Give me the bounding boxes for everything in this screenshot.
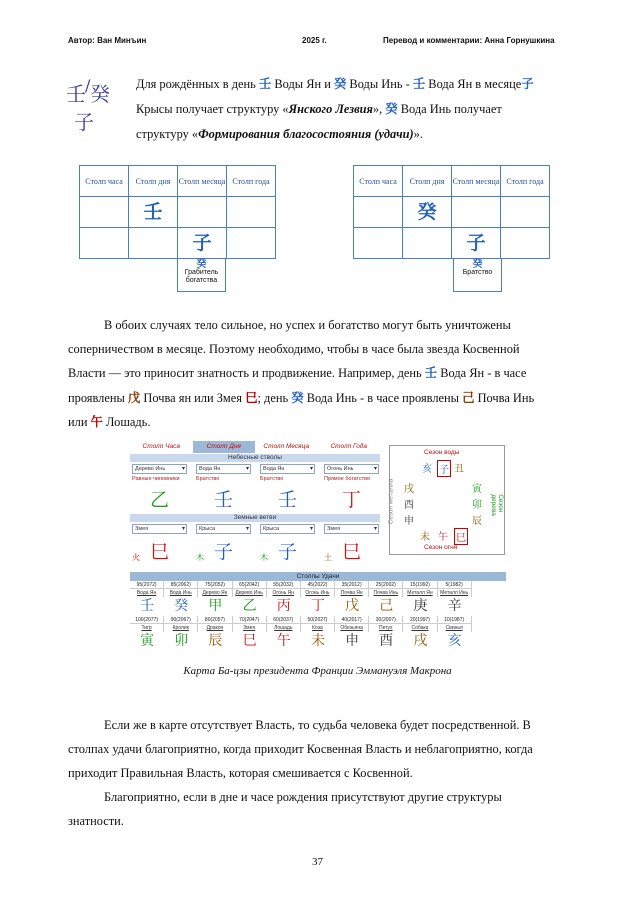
luck-branch-glyph: 申	[345, 633, 360, 649]
header-year: 2025 г.	[302, 36, 327, 45]
structure-name: Янского Лезвия	[288, 102, 373, 116]
glyph: 午	[90, 414, 103, 429]
luck-age: 70(2047)	[233, 616, 267, 624]
earthly-branches-title: Земные ветви	[130, 514, 380, 522]
branch-element-month: 木	[260, 553, 268, 562]
season-glyph: 未	[420, 532, 430, 543]
header-author: Автор: Ван Минъин	[68, 36, 147, 45]
luck-stems	[130, 597, 506, 616]
body2-line-3: приходит Правильная Власть, которая смешивается с Косвенной.	[68, 766, 413, 780]
text: Крысы получает структуру «	[136, 102, 289, 116]
tab-month-pillar[interactable]: Столп Месяца	[263, 443, 310, 450]
table-cell	[178, 197, 227, 228]
branch-select-year[interactable]: Змея ▾	[324, 524, 379, 534]
branch-element-year: 土	[324, 553, 332, 562]
luck-stem-name: Огонь Инь	[301, 589, 335, 597]
body2-line-1: Если же в карте отсутствует Власть, то судьба человека будет посредственной. В	[104, 718, 531, 732]
text: Власти — это приносит знатность и продвижение. Например, день	[68, 366, 425, 380]
logo-slash: /	[85, 76, 91, 95]
header-translator: Перевод и комментарии: Анна Горнушкина	[383, 36, 555, 45]
text: Воды Ян и	[271, 77, 334, 91]
luck-age: 20(1997)	[403, 616, 437, 624]
body1-line-1: В обоих случаях тело сильное, но успех и богатство могут быть уничтожены	[104, 318, 511, 332]
body2-line-4: Благоприятно, если в дне и часе рождения присутствуют другие структуры	[104, 790, 502, 804]
glyph: 戊	[127, 390, 141, 405]
table-cell	[80, 228, 129, 259]
stem-select-day[interactable]: Вода Ян ▾	[196, 464, 251, 474]
luck-age: 15(1992)	[403, 581, 437, 589]
page-number: 37	[312, 856, 323, 868]
luck-ages-bottom	[130, 616, 506, 624]
luck-age: 100(2077)	[130, 616, 164, 624]
luck-branch-glyph: 午	[276, 633, 291, 649]
luck-stem-glyph: 甲	[208, 598, 223, 614]
luck-stem-glyph: 戊	[345, 598, 360, 614]
glyph: 壬	[258, 76, 272, 91]
luck-branch-glyph: 卯	[174, 633, 189, 649]
note-glyph: 癸	[196, 259, 207, 270]
season-fire: Сезон огня	[424, 544, 458, 551]
table-cell	[80, 197, 129, 228]
luck-branch-name: Змея	[233, 624, 267, 632]
luck-stem-glyph: 己	[379, 598, 394, 614]
branch-glyph-day: 子	[214, 541, 234, 563]
season-glyph: 申	[404, 516, 414, 527]
luck-pillars	[130, 572, 506, 651]
intro-line-2	[136, 97, 568, 122]
luck-branch-name: Дракон	[198, 624, 232, 632]
table-cell	[227, 197, 276, 228]
season-glyph: 巳	[454, 528, 468, 545]
glyph: 壬	[424, 365, 438, 380]
text: или	[68, 415, 91, 429]
luck-stem-name: Огонь Ян	[267, 589, 301, 597]
luck-age: 45(2022)	[301, 581, 335, 589]
season-glyph: 亥	[422, 464, 432, 475]
table-header: Столп часа	[354, 166, 403, 197]
stem-label-hour: Равные чиновники	[132, 476, 180, 482]
stem-label-year: Прямое богатство	[324, 476, 371, 482]
luck-stem-name: Металл Инь	[438, 589, 472, 597]
luck-age: 55(2032)	[267, 581, 301, 589]
luck-branch-name: Петух	[369, 624, 403, 632]
text: ; день	[257, 391, 292, 405]
body1-line-4	[68, 386, 568, 411]
table-header: Столп дня	[403, 166, 452, 197]
luck-branch-name: Кролик	[164, 624, 198, 632]
luck-ages-top	[130, 581, 506, 589]
table-header: Столп месяца	[178, 166, 227, 197]
note-glyph: 癸	[472, 259, 483, 270]
table-cell	[403, 228, 452, 259]
luck-age: 90(2067)	[164, 616, 198, 624]
luck-stem-name: Металл Ян	[403, 589, 437, 597]
luck-branch-name: Тигр	[130, 624, 164, 632]
luck-branch-glyph: 戌	[413, 633, 428, 649]
body1-line-3	[68, 361, 568, 386]
luck-age: 65(2042)	[233, 581, 267, 589]
text: Вода Инь - в часе проявлены	[303, 391, 463, 405]
logo-glyph-ren: 壬	[66, 82, 86, 106]
luck-stem-glyph: 丁	[310, 598, 325, 614]
luck-age: 35(2012)	[335, 581, 369, 589]
luck-age: 10(1987)	[438, 616, 472, 624]
stem-select-hour[interactable]: Дерево Инь ▾	[132, 464, 187, 474]
luck-stem-names	[130, 589, 506, 597]
stem-glyph-hour: 乙	[150, 489, 170, 511]
text: Воды Инь -	[346, 77, 413, 91]
luck-branch-glyph: 寅	[140, 633, 155, 649]
table-header: Столп года	[501, 166, 550, 197]
text: Вода Ян - в часе	[437, 366, 527, 380]
table-cell: 壬	[129, 197, 178, 228]
luck-age: 30(2007)	[369, 616, 403, 624]
table-cell: 子	[452, 228, 501, 259]
luck-branch-name: Лошадь	[267, 624, 301, 632]
intro-line-1	[136, 72, 568, 97]
luck-branch-glyph: 未	[310, 633, 325, 649]
luck-branch-name: Обезьяна	[335, 624, 369, 632]
stem-label-month: Братство	[260, 476, 284, 482]
branch-select-month[interactable]: Крыса ▾	[260, 524, 315, 534]
note-text: Братство	[462, 269, 493, 276]
luck-stem-glyph: 丙	[276, 598, 291, 614]
luck-stem-name: Почва Инь	[369, 589, 403, 597]
pillars-table-2	[353, 165, 550, 259]
logo-glyphs	[66, 76, 110, 134]
pillars-table-1	[79, 165, 276, 259]
table-1-note	[177, 259, 226, 292]
branch-glyph-month: 子	[278, 541, 298, 563]
luck-age: 75(2052)	[198, 581, 232, 589]
intro-line-3	[136, 122, 568, 147]
luck-pillars-title: Столпы Удачи	[130, 572, 506, 581]
tab-hour-pillar[interactable]: Столп Часа	[142, 443, 180, 450]
luck-stem-glyph: 壬	[140, 598, 155, 614]
luck-stem-glyph: 癸	[174, 598, 189, 614]
luck-stem-name: Вода Инь	[164, 589, 198, 597]
stem-select-year[interactable]: Огонь Инь ▾	[324, 464, 379, 474]
table-cell	[129, 228, 178, 259]
luck-age: 50(2027)	[301, 616, 335, 624]
table-2-note	[453, 259, 502, 292]
luck-branch-name: Свинья	[438, 624, 472, 632]
season-glyph: 戌	[404, 484, 414, 495]
table-cell	[354, 197, 403, 228]
stem-select-month[interactable]: Вода Ян ▾	[260, 464, 315, 474]
text: Почва ян или Змея	[140, 391, 246, 405]
stem-glyph-month: 壬	[278, 489, 298, 511]
glyph: 子	[521, 76, 534, 91]
branch-element-hour: 火	[132, 553, 140, 562]
luck-age: 85(2062)	[164, 581, 198, 589]
tab-year-pillar[interactable]: Столп Года	[330, 443, 368, 450]
luck-age: 5(1982)	[438, 581, 472, 589]
branch-glyph-year: 巳	[342, 541, 362, 563]
glyph: 癸	[333, 76, 347, 91]
luck-branch-glyph: 酉	[379, 633, 394, 649]
season-glyph: 卯	[472, 500, 482, 511]
luck-branch-name: Собака	[403, 624, 437, 632]
branch-select-hour[interactable]: Змея ▾	[132, 524, 187, 534]
table-header: Столп часа	[80, 166, 129, 197]
text: Вода Ян в месяце	[425, 77, 522, 91]
luck-stem-name: Почва Ян	[335, 589, 369, 597]
luck-stem-name: Дерево Инь	[233, 589, 267, 597]
text: Для рождённых в день	[136, 77, 259, 91]
luck-stem-name: Дерево Ян	[198, 589, 232, 597]
branch-element-day: 木	[196, 553, 204, 562]
luck-branch-names	[130, 624, 506, 632]
table-cell	[227, 228, 276, 259]
season-glyph: 辰	[472, 516, 482, 527]
pillar-tabs	[130, 441, 380, 453]
stem-label-day: Братство	[196, 476, 220, 482]
luck-stem-name: Вода Ян	[130, 589, 164, 597]
glyph: 癸	[385, 101, 398, 116]
season-glyph: 酉	[404, 500, 414, 511]
logo-glyph-zi: 子	[74, 110, 94, 134]
text: Почва Инь	[474, 391, 535, 405]
table-header: Столп года	[227, 166, 276, 197]
figure-caption: Карта Ба-цзы президента Франции Эммануэля Макрона	[183, 665, 452, 677]
luck-branch-name: Коза	[301, 624, 335, 632]
season-water: Сезон воды	[424, 449, 460, 456]
luck-branches	[130, 632, 506, 651]
stem-glyph-day: 壬	[214, 489, 234, 511]
note-text: Грабитель богатства	[184, 269, 219, 284]
luck-age: 40(2017)	[335, 616, 369, 624]
luck-age: 60(2037)	[267, 616, 301, 624]
glyph: 癸	[291, 390, 304, 405]
season-metal: Сезон металла	[387, 478, 395, 525]
bazi-chart	[130, 441, 506, 659]
body2-line-2: столпах удачи благоприятно, когда приходит Косвенная Власть и неблагоприятно, когда	[68, 742, 533, 756]
glyph: 壬	[412, 76, 426, 91]
branch-glyph-hour: 巳	[150, 541, 170, 563]
text: ».	[413, 127, 423, 141]
luck-age: 95(2072)	[130, 581, 164, 589]
tab-day-pillar[interactable]: Столп Дня	[193, 441, 256, 453]
luck-stem-glyph: 辛	[447, 598, 462, 614]
luck-branch-glyph: 巳	[242, 633, 257, 649]
text: структуру «	[136, 127, 199, 141]
season-glyph: 丑	[454, 464, 464, 475]
luck-stem-glyph: 乙	[242, 598, 257, 614]
luck-age: 80(2057)	[198, 616, 232, 624]
season-wheel	[389, 445, 505, 555]
text: Вода Инь получает	[397, 102, 502, 116]
glyph: 巳	[245, 390, 258, 405]
luck-age: 25(2002)	[369, 581, 403, 589]
body1-line-2: соперничеством в месяце. Поэтому необходимо, чтобы в часе была звезда Косвенной	[68, 342, 520, 356]
branch-select-day[interactable]: Крыса ▾	[196, 524, 251, 534]
table-cell	[354, 228, 403, 259]
logo-glyph-gui: 癸	[90, 82, 110, 106]
season-glyph: 子	[437, 460, 451, 477]
body2-line-5: знатности.	[68, 814, 124, 828]
table-cell	[452, 197, 501, 228]
table-header: Столп месяца	[452, 166, 501, 197]
table-header: Столп дня	[129, 166, 178, 197]
text: проявлены	[68, 391, 128, 405]
season-wood: Сезон дерева	[489, 494, 504, 516]
luck-branch-glyph: 辰	[208, 633, 223, 649]
body1-line-5	[68, 410, 568, 435]
glyph: 己	[462, 390, 475, 405]
luck-branch-glyph: 亥	[447, 633, 462, 649]
stem-glyph-year: 丁	[342, 489, 362, 511]
text: Лошадь.	[102, 415, 151, 429]
table-cell: 子	[178, 228, 227, 259]
heavenly-stems-title: Небесные стволы	[130, 454, 380, 462]
text: »,	[372, 102, 386, 116]
structure-name: Формирования благосостояния (удачи)	[198, 127, 414, 141]
table-cell: 癸	[403, 197, 452, 228]
table-cell	[501, 228, 550, 259]
table-cell	[501, 197, 550, 228]
season-glyph: 午	[438, 532, 448, 543]
luck-stem-glyph: 庚	[413, 598, 428, 614]
season-glyph: 寅	[472, 484, 482, 495]
